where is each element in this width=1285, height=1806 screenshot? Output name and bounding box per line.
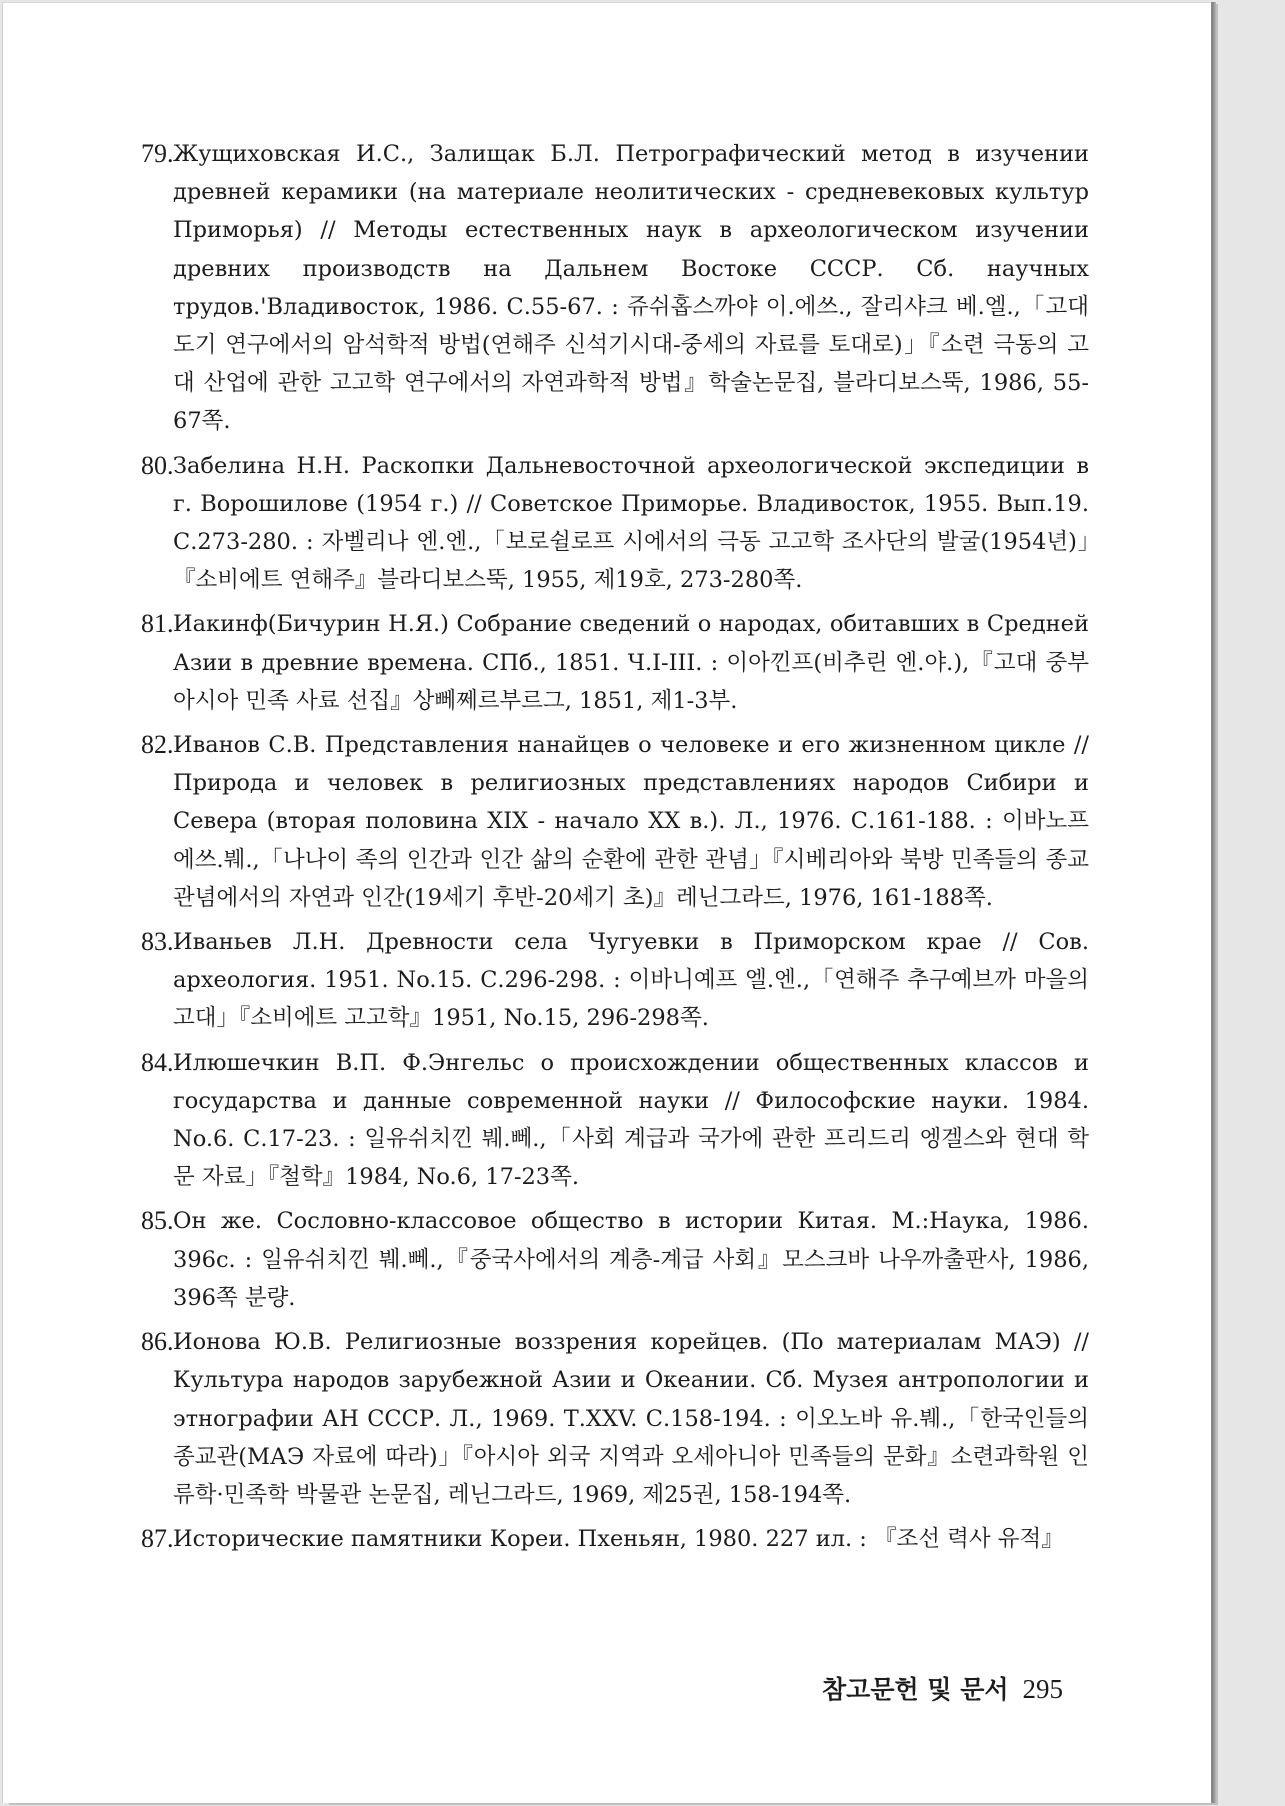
reference-item — [141, 447, 1089, 600]
reference-number: 85. — [141, 1206, 174, 1236]
reference-text: Иванов С.В. Представления нанайцев о человеке и его жизненном цикле // Природа и человек в религиозных представлениях народов Сибири и Севера (вторая половина XIX - начало XX в.). Л., 1976. С.161-188. : 이바노프 에쓰.붸.,「나나이 족의 인간과 인간 삶의 순환에 관한 관념」『시베리아와 북방 민족들의 종교 관념에서의 자연과 인간(19세기 후반-20세기 초)』레닌그라드, 1976, 161-188쪽. — [173, 732, 1089, 911]
reference-text: Илюшечкин В.П. Ф.Энгельс о происхождении общественных классов и государства и данные современной науки // Философские науки. 1984. No.6. С.17-23. : 일유쉬치낀 붸.뻬.,「사회 계급과 국가에 관한 프리드리 엥겔스와 현대 학문 자료」『철학』1984, No.6, 17-23쪽. — [173, 1049, 1089, 1191]
reference-number: 87. — [141, 1524, 174, 1554]
document-page — [2, 2, 1211, 1803]
reference-item — [141, 135, 1089, 441]
reference-item — [141, 605, 1089, 720]
footer-section-title: 참고문헌 및 문서 — [822, 1675, 1009, 1704]
reference-list — [141, 135, 1089, 1564]
reference-item — [141, 1044, 1089, 1197]
reference-number: 81. — [141, 609, 174, 639]
reference-text: Иакинф(Бичурин Н.Я.) Собрание сведений о народах, обитавших в Средней Азии в древние времена. СПб., 1851. Ч.I-III. : 이아낀프(비추린 엔.야.),『고대 중부아시아 민족 사료 선집』상뻬쩨르부르그, 1851, 제1-3부. — [173, 611, 1089, 714]
reference-text: Он же. Сословно-классовое общество в истории Китая. М.:Наука, 1986. 396с. : 일유쉬치낀 붸.뻬.,『중국사에서의 계층-계급 사회』모스크바 나우까출판사, 1986, 396쪽 분량. — [173, 1208, 1089, 1311]
page-edge-shadow — [1212, 2, 1216, 1802]
reference-number: 84. — [141, 1047, 174, 1077]
page-footer — [803, 1670, 1063, 1706]
reference-text: Жущиховская И.С., Залищак Б.Л. Петрографический метод в изучении древней керамики (на материале неолитических - средневековых культур Приморья) // Методы естественных наук в археологическом изучении древних производств на Дальнем Востоке СССР. Сб. научных трудов.'Владивосток, 1986. С.55-67. : 쥬쉬홉스까야 이.에쓰., 잘리샤크 베.엘.,「고대 도기 연구에서의 암석학적 방법(연해주 신석기시대-중세의 자료를 토대로)」『소련 극동의 고대 산업에 관한 고고학 연구에서의 자연과학적 방법』학술논문집, 블라디보스뚝, 1986, 55-67쪽. — [173, 141, 1089, 435]
reference-text: Забелина Н.Н. Раскопки Дальневосточной археологической экспедиции в г. Ворошилове (1954 г.) // Советское Приморье. Владивосток, 1955. Вып.19. С.273-280. : 자벨리나 엔.엔.,「보로쉴로프 시에서의 극동 고고학 조사단의 발굴(1954년)」『소비에트 연해주』블라디보스뚝, 1955, 제19호, 273-280쪽. — [173, 452, 1089, 594]
reference-text: Ионова Ю.В. Религиозные воззрения корейцев. (По материалам МАЭ) // Культура народов зарубежной Азии и Океании. Сб. Музея антропологии и этнографии АН СССР. Л., 1969. Т.XXV. С.158-194. : 이오노바 유.붸.,「한국인들의 종교관(МАЭ 자료에 따라)」『아시아 외국 지역과 오세아니아 민족들의 문화』소련과학원 인류학·민족학 박물관 논문집, 레닌그라드, 1969, 제25권, 158-194쪽. — [173, 1329, 1089, 1508]
reference-number: 83. — [141, 927, 174, 957]
page-number: 295 — [1022, 1674, 1063, 1704]
reference-item — [141, 923, 1089, 1038]
reference-item — [141, 1202, 1089, 1317]
reference-item — [141, 1323, 1089, 1514]
reference-number: 80. — [141, 450, 174, 480]
reference-number: 86. — [141, 1327, 174, 1357]
reference-number: 82. — [141, 730, 174, 760]
reference-item — [141, 1520, 1089, 1558]
reference-text: Исторические памятники Кореи. Пхеньян, 1980. 227 ил. : 『조선 력사 유적』 — [173, 1526, 1064, 1553]
reference-text: Иваньев Л.Н. Древности села Чугуевки в Приморском крае // Сов. археология. 1951. No.15. С.296-298. : 이바니예프 엘.엔.,「연해주 추구예브까 마을의 고대」『소비에트 고고학』1951, No.15, 296-298쪽. — [173, 929, 1089, 1032]
reference-number: 79. — [141, 139, 174, 168]
reference-item — [141, 726, 1089, 917]
